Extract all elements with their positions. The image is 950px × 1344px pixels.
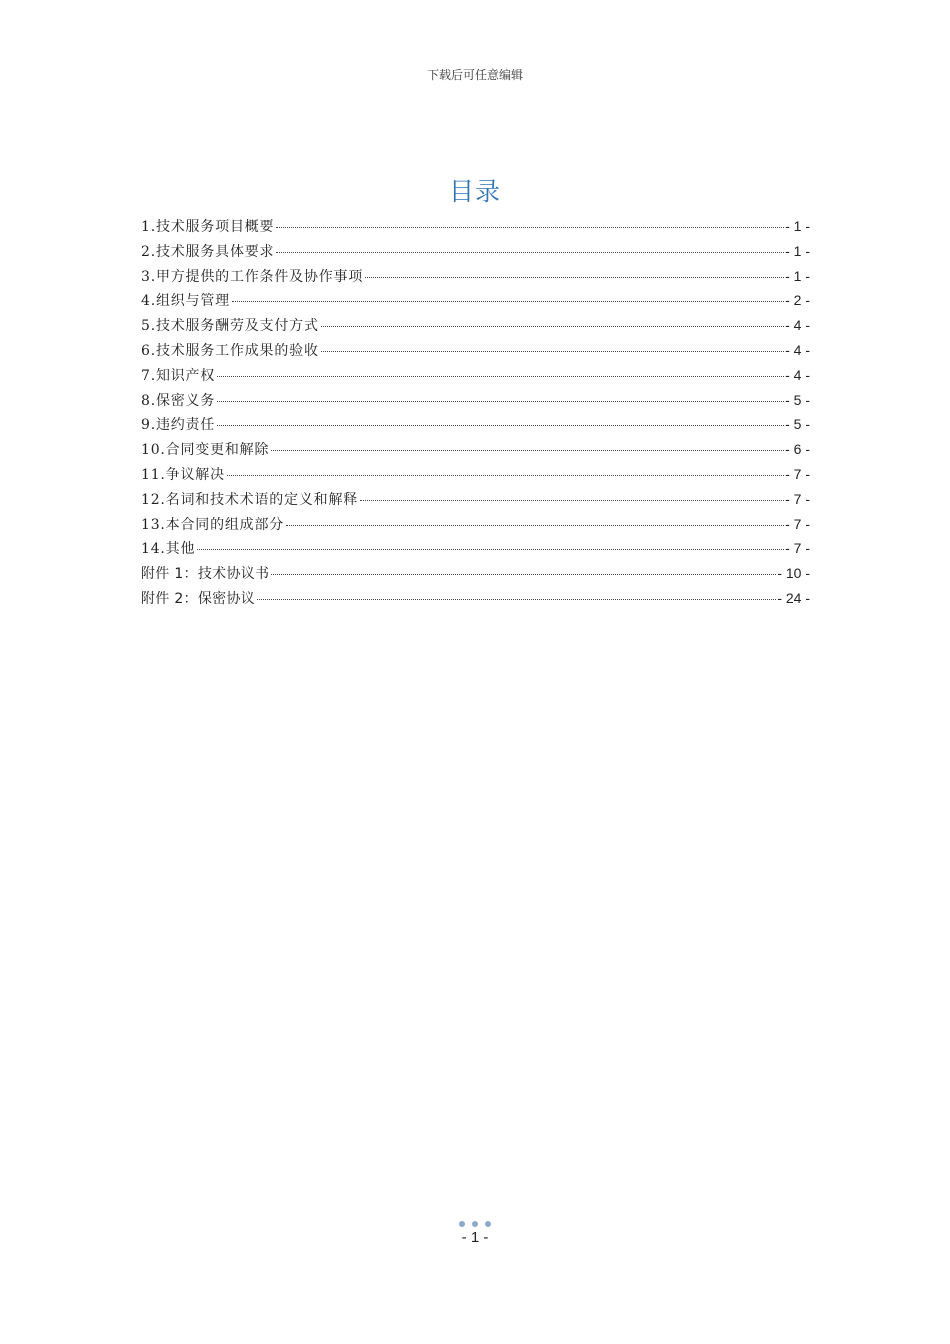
dot-leader bbox=[217, 376, 784, 377]
toc-entry[interactable] bbox=[141, 315, 810, 340]
toc-entry-page: - 1 - bbox=[785, 242, 810, 259]
toc-entry[interactable] bbox=[141, 266, 810, 291]
page-number: - 1 - bbox=[461, 1229, 489, 1246]
toc-entry[interactable] bbox=[141, 216, 810, 241]
toc-entry-label: 3.甲方提供的工作条件及协作事项 bbox=[141, 268, 364, 285]
toc-entry-page: - 7 - bbox=[785, 465, 810, 482]
dot-leader bbox=[360, 500, 784, 501]
toc-entry-page: - 7 - bbox=[785, 515, 810, 532]
toc-entry[interactable] bbox=[141, 414, 810, 439]
dot-leader bbox=[271, 574, 776, 575]
footer-decoration-dots bbox=[459, 1221, 491, 1227]
toc-entry[interactable] bbox=[141, 464, 810, 489]
toc-entry[interactable] bbox=[141, 365, 810, 390]
toc-entry-page: - 5 - bbox=[785, 416, 810, 433]
toc-entry-appendix[interactable] bbox=[141, 588, 810, 613]
dot-leader bbox=[286, 525, 784, 526]
decoration-dot bbox=[485, 1221, 491, 1227]
dot-leader bbox=[197, 549, 784, 550]
dot-leader bbox=[321, 351, 784, 352]
toc-entry-label: 7.知识产权 bbox=[141, 367, 216, 384]
toc-entry-page: - 1 - bbox=[785, 218, 810, 234]
toc-entry[interactable] bbox=[141, 241, 810, 266]
toc-entry-page: - 4 - bbox=[785, 317, 810, 334]
toc-entry[interactable] bbox=[141, 290, 810, 315]
toc-entry[interactable] bbox=[141, 489, 810, 514]
toc-entry-page: - 2 - bbox=[785, 292, 810, 309]
dot-leader bbox=[321, 326, 784, 327]
dot-leader bbox=[365, 277, 784, 278]
toc-entry-page: - 6 - bbox=[785, 441, 810, 458]
toc-entry-label: 2.技术服务具体要求 bbox=[141, 243, 275, 260]
toc-entry-page: - 24 - bbox=[777, 589, 810, 606]
toc-entry-page: - 1 - bbox=[785, 267, 810, 284]
toc-entry-label: 1.技术服务项目概要 bbox=[141, 219, 275, 235]
toc-entry[interactable] bbox=[141, 514, 810, 539]
table-of-contents bbox=[141, 216, 810, 613]
toc-entry-label: 附件 2：保密协议 bbox=[141, 590, 256, 607]
toc-entry-label: 9.违约责任 bbox=[141, 417, 216, 434]
toc-entry[interactable] bbox=[141, 439, 810, 464]
dot-leader bbox=[217, 425, 784, 426]
dot-leader bbox=[276, 227, 784, 228]
toc-entry-label: 8.保密义务 bbox=[141, 392, 216, 409]
page-header: 下载后可任意编辑 bbox=[426, 68, 523, 82]
toc-entry[interactable] bbox=[141, 538, 810, 563]
toc-entry-label: 6.技术服务工作成果的验收 bbox=[141, 342, 319, 359]
toc-entry-page: - 4 - bbox=[785, 341, 810, 358]
dot-leader bbox=[257, 599, 776, 600]
dot-leader bbox=[227, 475, 784, 476]
toc-entry-appendix[interactable] bbox=[141, 563, 810, 588]
toc-entry-label: 14.其他 bbox=[141, 541, 196, 558]
toc-entry-label: 5.技术服务酬劳及支付方式 bbox=[141, 318, 319, 335]
toc-entry-label: 13.本合同的组成部分 bbox=[141, 516, 285, 533]
dot-leader bbox=[232, 301, 784, 302]
decoration-dot bbox=[459, 1221, 465, 1227]
dot-leader bbox=[217, 401, 784, 402]
toc-entry-label: 4.组织与管理 bbox=[141, 293, 230, 310]
decoration-dot bbox=[472, 1221, 478, 1227]
toc-entry-page: - 4 - bbox=[785, 366, 810, 383]
toc-entry-page: - 7 - bbox=[785, 490, 810, 507]
toc-entry-label: 附件 1：技术协议书 bbox=[141, 566, 270, 583]
toc-entry-label: 12.名词和技术术语的定义和解释 bbox=[141, 491, 359, 508]
toc-entry-page: - 10 - bbox=[777, 565, 810, 582]
toc-entry-label: 10.合同变更和解除 bbox=[141, 442, 270, 459]
toc-entry-page: - 5 - bbox=[785, 391, 810, 408]
toc-entry-page: - 7 - bbox=[785, 540, 810, 557]
toc-entry[interactable] bbox=[141, 390, 810, 415]
toc-entry[interactable] bbox=[141, 340, 810, 365]
dot-leader bbox=[276, 252, 784, 253]
toc-title: 目录 bbox=[448, 177, 501, 206]
toc-entry-label: 11.争议解决 bbox=[141, 466, 225, 483]
dot-leader bbox=[271, 450, 784, 451]
